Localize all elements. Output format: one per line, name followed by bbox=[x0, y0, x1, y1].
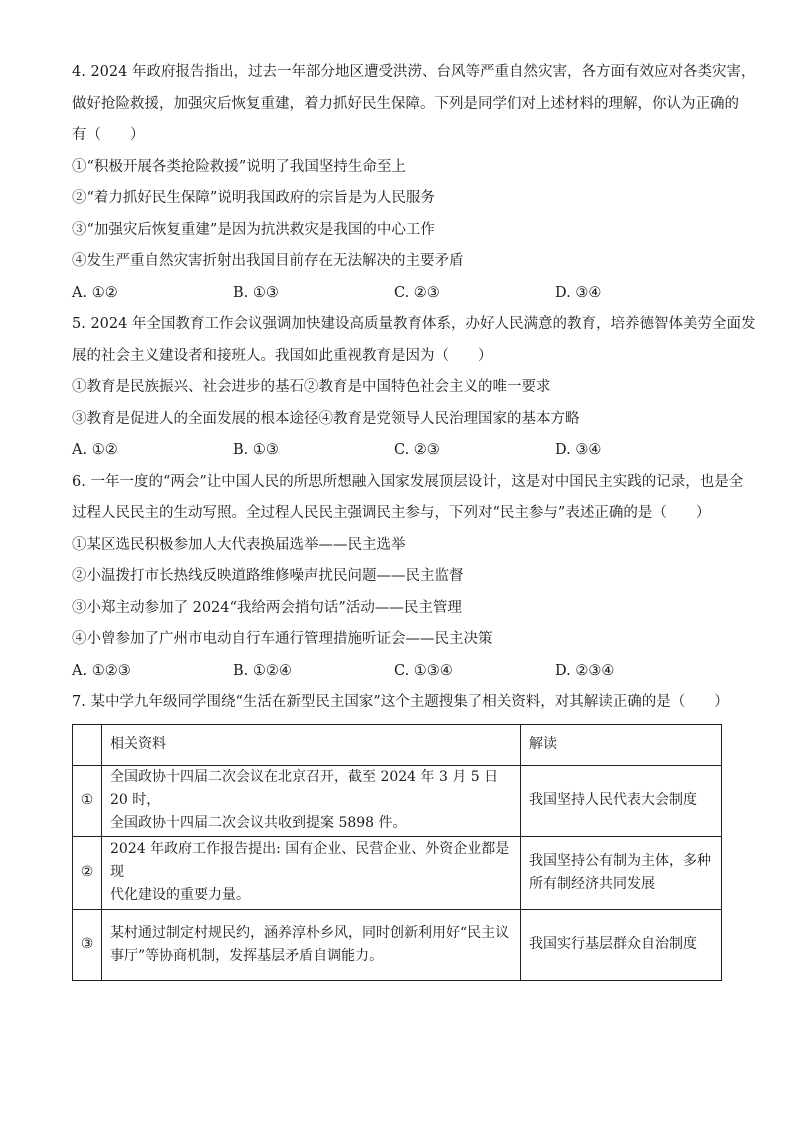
answer-options bbox=[72, 661, 724, 682]
interpretation-line: 所有制经济共同发展 bbox=[529, 875, 655, 892]
table-row bbox=[73, 909, 722, 980]
option-c: C. ①③④ bbox=[394, 662, 453, 679]
question-7 bbox=[72, 692, 729, 981]
option-d: D. ③④ bbox=[555, 442, 602, 458]
header-cell-material: 相关资料 bbox=[102, 724, 521, 765]
answer-options bbox=[72, 440, 724, 461]
statement: ④小曾参加了广州市电动自行车通行管理措施听证会——民主决策 bbox=[72, 631, 493, 647]
statement: ①“积极开展各类抢险救援”说明了我国坚持生命至上 bbox=[72, 158, 406, 175]
question-stem-line: 展的社会主义建设者和接班人。我国如此重视教育是因为（ ） bbox=[72, 347, 493, 364]
question-stem-line: 6. 一年一度的“两会”让中国人民的所思所想融入国家发展顶层设计，这是对中国民主实践的记录，也是全 bbox=[72, 473, 744, 490]
option-a: A. ①② bbox=[72, 284, 118, 301]
interpretation-line: 我国坚持人民代表大会制度 bbox=[529, 792, 697, 808]
statement: ②小温拨打市长热线反映道路维修噪声扰民问题——民主监督 bbox=[72, 568, 464, 584]
statement: ④发生严重自然灾害折射出我国目前存在无法解决的主要矛盾 bbox=[72, 253, 464, 269]
material-line: 全国政协十四届二次会议共收到提案 5898 件。 bbox=[110, 815, 407, 831]
statement: ①某区选民积极参加人大代表换届选举——民主选举 bbox=[72, 536, 406, 553]
question-stem-line: 过程人民民主的生动写照。全过程人民民主强调民主参与，下列对“民主参与”表述正确的是（ ） bbox=[72, 505, 711, 521]
option-d: D. ②③④ bbox=[555, 662, 615, 679]
material-cell bbox=[102, 836, 521, 909]
answer-options bbox=[72, 283, 724, 304]
material-line: 2024 年政府工作报告提出: 国有企业、民营企业、外资企业都是现 bbox=[110, 841, 510, 880]
material-line: 某村通过制定村规民约，涵养淳朴乡风，同时创新利用好“民主议 bbox=[110, 924, 510, 941]
question-stem-line: 4. 2024 年政府报告指出，过去一年部分地区遭受洪涝、台风等严重自然灾害，各方面有效应对各类灾害， bbox=[72, 64, 756, 80]
statement: ③小郑主动参加了 2024“我给两会捎句话”活动——民主管理 bbox=[72, 599, 462, 616]
question-5 bbox=[72, 314, 756, 461]
interpretation-cell bbox=[521, 765, 722, 836]
question-stem-line: 5. 2024 年全国教育工作会议强调加快建设高质量教育体系，办好人民满意的教育，培养德智体美劳全面发 bbox=[72, 316, 756, 332]
option-c: C. ②③ bbox=[394, 442, 440, 458]
row-number: ② bbox=[73, 836, 102, 909]
interpretation-line: 我国坚持公有制为主体，多种 bbox=[529, 852, 711, 869]
interpretation-cell bbox=[521, 836, 722, 909]
question-stem-line: 做好抢险救援，加强灾后恢复重建，着力抓好民生保障。下列是同学们对上述材料的理解，你认为正确的 bbox=[72, 95, 739, 112]
interpretation-line: 我国实行基层群众自治制度 bbox=[529, 936, 697, 952]
material-line: 代化建设的重要力量。 bbox=[110, 887, 250, 903]
header-cell-interpretation: 解读 bbox=[521, 724, 722, 765]
option-b: B. ①③ bbox=[233, 442, 279, 458]
material-line: 全国政协十四届二次会议在北京召开，截至 2024 年 3 月 5 日 20 时， bbox=[110, 769, 499, 808]
material-cell bbox=[102, 765, 521, 836]
material-line: 事厅”等协商机制，发挥基层矛盾自调能力。 bbox=[110, 947, 384, 964]
row-number: ① bbox=[73, 765, 102, 836]
option-b: B. ①③ bbox=[233, 284, 279, 301]
materials-table bbox=[72, 724, 722, 981]
table-row bbox=[73, 765, 722, 836]
statement: ②“着力抓好民生保障”说明我国政府的宗旨是为人民服务 bbox=[72, 190, 435, 206]
row-number: ③ bbox=[73, 909, 102, 980]
option-b: B. ①②④ bbox=[233, 662, 292, 679]
question-stem-line: 有（ ） bbox=[72, 127, 145, 143]
exam-page bbox=[72, 62, 756, 981]
option-a: A. ①② bbox=[72, 442, 118, 458]
question-stem-line: 7. 某中学九年级同学围绕“生活在新型民主国家”这个主题搜集了相关资料，对其解读正确的是（ ） bbox=[72, 694, 729, 710]
statement: ①教育是民族振兴、社会进步的基石②教育是中国特色社会主义的唯一要求 bbox=[72, 379, 551, 395]
option-c: C. ②③ bbox=[394, 284, 440, 301]
question-4 bbox=[72, 62, 756, 304]
table-row bbox=[73, 836, 722, 909]
interpretation-cell bbox=[521, 909, 722, 980]
material-cell bbox=[102, 909, 521, 980]
table-header-row bbox=[73, 724, 722, 765]
option-a: A. ①②③ bbox=[72, 662, 131, 679]
option-d: D. ③④ bbox=[555, 284, 602, 301]
question-6 bbox=[72, 472, 744, 682]
statement: ③“加强灾后恢复重建”是因为抗洪救灾是我国的中心工作 bbox=[72, 221, 435, 238]
header-cell-number bbox=[73, 724, 102, 765]
statement: ③教育是促进人的全面发展的根本途径④教育是党领导人民治理国家的基本方略 bbox=[72, 410, 580, 427]
